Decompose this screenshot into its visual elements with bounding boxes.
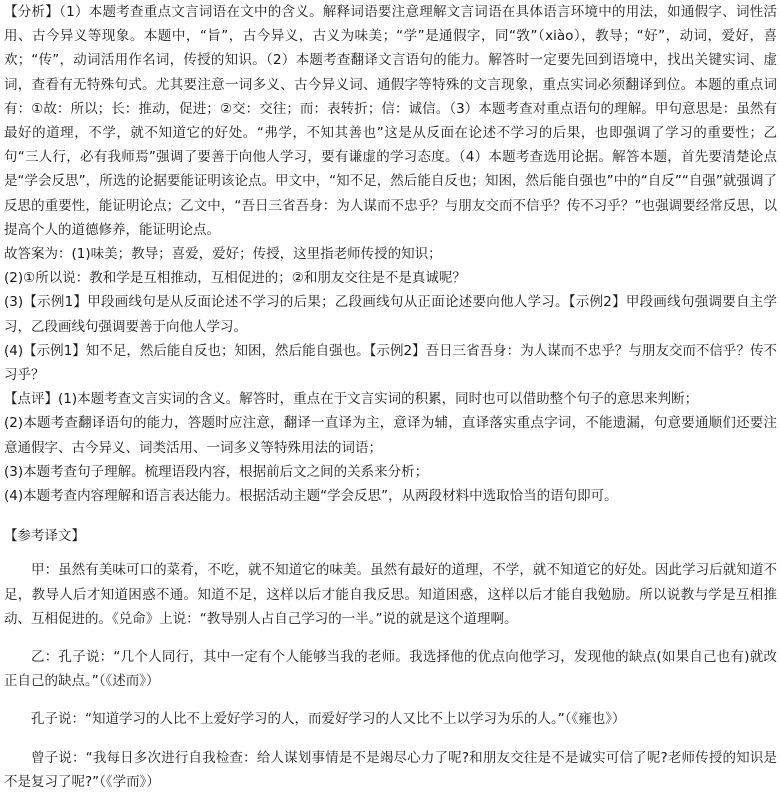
comment-item-4: (4)本题考查内容理解和语言表达能力。根据活动主题“学会反思”，从两段材料中选取恰当的语句即可。 [4, 488, 618, 505]
answer-summary: 故答案为：(1)味美；教导；喜爱，爱好；传授，这里指老师传授的知识； [4, 246, 442, 263]
spacer [4, 693, 777, 707]
answer-item-3: (3)【示例1】甲段画线句是从反面论述不学习的后果；乙段画线句从正面论述要向他人学习。【示例2】甲段画线句强调要自主学习，乙段画线句强调要善于向他人学习。 [4, 294, 777, 335]
translation-paragraph-yi: 乙：孔子说：“几个人同行，其中一定有个人能够当我的老师。我选择他的优点向他学习，发现他的缺点(如果自己也有)就改正自己的缺点。”（《述而》） [4, 649, 777, 690]
comment-item-3: (3)本题考查句子理解。梳理语段内容，根据前后文之间的关系来分析； [4, 463, 429, 480]
spacer [4, 732, 777, 746]
spacer [4, 548, 777, 558]
comment-item-2: (2)本题考查翻译语句的能力，答题时应注意，翻译一直译为主，意译为辅，直译落实重点字词，不能遗漏，句意要通顺们还要注意通假字、古今异义、词类活用、一词多义等特殊用法的词语； [4, 415, 777, 456]
translation-paragraph-xueer: 曾子说：“我每日多次进行自我检查：给人谋划事情是不是竭尽心力了呢?和朋友交往是不是诚实可信了呢?老师传授的知识是不是复习了呢?”（《学而》） [4, 749, 777, 790]
comment-item-1: 【点评】(1)本题考查文言实词的含义。解答时，重点在于文言实词的积累，同时也可以借助整个句子的意思来判断； [4, 391, 699, 408]
spacer [4, 631, 777, 645]
answer-item-2: (2)①所以说：教和学是互相推动，互相促进的；②和朋友交往是不是真诚呢？ [4, 270, 466, 287]
translation-paragraph-yongye: 孔子说：“知道学习的人比不上爱好学习的人，而爱好学习的人又比不上以学习为乐的人。”（《雍也》） [31, 711, 626, 728]
translation-paragraph-jia: 甲：虽然有美味可口的菜肴，不吃，就不知道它的味美。虽然有最好的道理，不学，就不知道它的好处。因此学习后就知道不足，教导人后才知道困惑不通。知道不足，这样以后才能自我反思。知道困惑，这样以后才能自我勉励。所以说教与学是互相推动、互相促进的。《兑命》上说：“教导别人占自己学习的一半。”说的就是这个道理啊。 [4, 562, 777, 627]
analysis-paragraph: 【分析】（1）本题考查重点文言词语在文中的含义。解释词语要注意理解文言词语在具体语言环境中的用法，如通假字、词性活用、古今异义等现象。本题中，“旨”，古今异义，古义为味美；“学”是通假字，同“敩”（xiào），教导；“好”，动词，爱好，喜欢；“传”，动词活用作名词，传授的知识。（2）本题考查翻译文言语句的能力。解答时一定要先回到语境中，找出关键实词、虚词，查看有无特殊句式。尤其要注意一词多义、古今异义词、通假字等特殊的文言现象，重点实词必须翻译到位。本题的重点词有：①故：所以；长：推动，促进；②交：交往；而：表转折；信：诚信。（3）本题考查对重点语句的理解。甲句意思是：虽然有最好的道理，不学，就不知道它的好处。“弗学，不知其善也”这是从反面在论述不学习的后果，也即强调了学习的重要性；乙句“三人行，必有我师焉”强调了要善于向他人学习，要有谦虚的学习态度。（4）本题考查选用论据。解答本题，首先要清楚论点是“学会反思”，所选的论据要能证明该论点。甲文中，“知不足，然后能自反也；知困，然后能自强也”中的“自反”“自强”就强调了反思的重要性，能证明论点；乙文中，“吾日三省吾身：为人谋而不忠乎？与朋友交而不信乎？传不习乎？”也强调要经常反思，以提高个人的道德修养，能证明论点。 [4, 4, 777, 238]
spacer [4, 508, 777, 524]
translation-title: 【参考译文】 [4, 528, 85, 545]
answer-item-4: (4)【示例1】知不足，然后能自反也；知困，然后能自强也。【示例2】吾日三省吾身：为人谋而不忠乎？与朋友交而不信乎？传不习乎？ [4, 342, 777, 384]
